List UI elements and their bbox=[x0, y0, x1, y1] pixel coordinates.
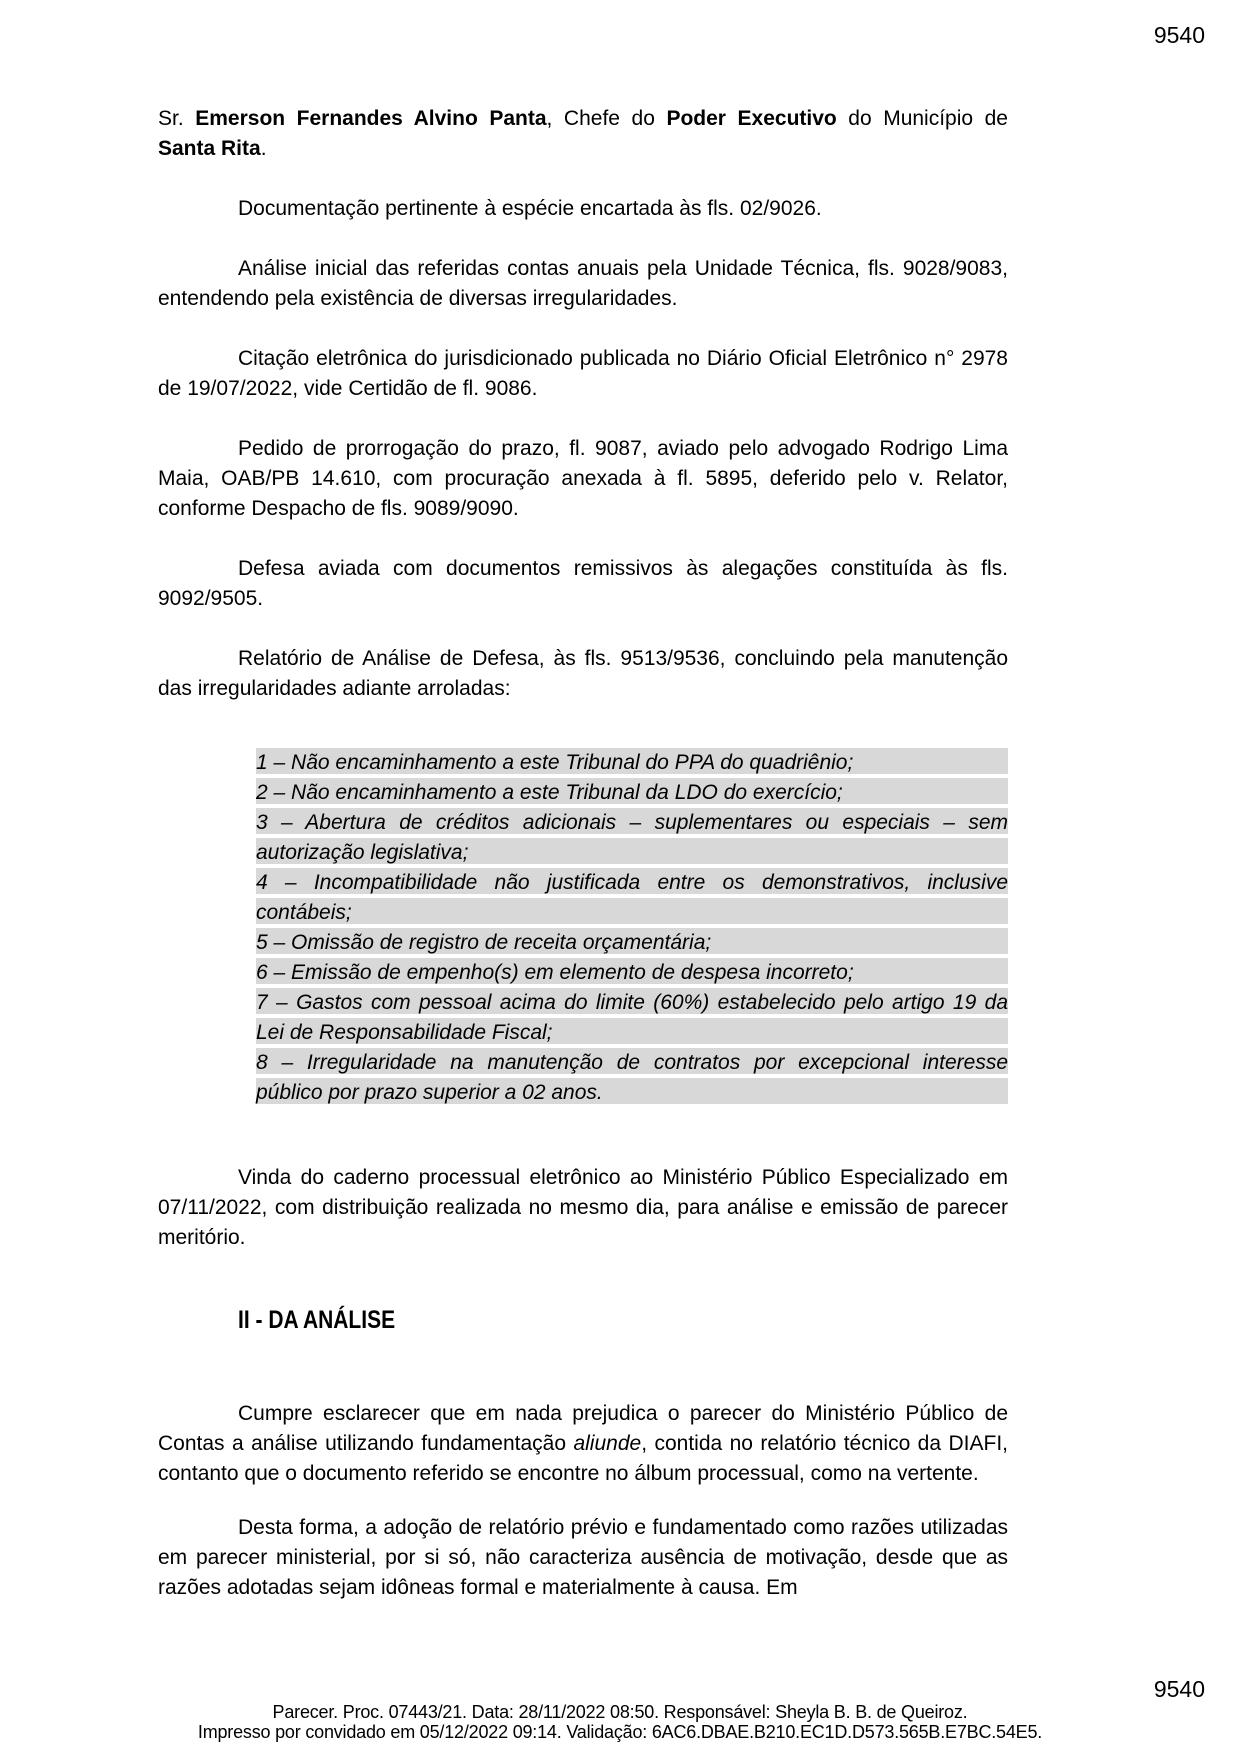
section-heading-text: II - DA ANÁLISE bbox=[238, 1306, 396, 1334]
latin-term: aliunde bbox=[573, 1432, 642, 1455]
document-footer bbox=[0, 1702, 1240, 1742]
paragraph-pedido-prorrogacao: Pedido de prorrogação do prazo, fl. 9087, aviado pelo advogado Rodrigo Lima Maia, OAB/PB 14.610, com procuração anexada à fl. 5895, deferido pelo v. Relator, conforme Despacho de fls. 9089/9090. bbox=[158, 437, 1008, 520]
text-run: . bbox=[260, 137, 267, 160]
person-name: Emerson Fernandes Alvino Panta bbox=[195, 107, 547, 130]
irregularity-item-4: 4 – Incompatibilidade não justificada entre os demonstrativos, inclusive contábeis; bbox=[256, 871, 1008, 924]
footer-line-validacao: Impresso por convidado em 05/12/2022 09:14. Validação: 6AC6.DBAE.B210.EC1D.D573.565B.E7BC.54E5. bbox=[197, 1722, 1043, 1742]
page-number-bottom: 9540 bbox=[1153, 1676, 1205, 1702]
municipality-name: Santa Rita bbox=[158, 137, 261, 160]
paragraph-vinda-caderno: Vinda do caderno processual eletrônico ao Ministério Público Especializado em 07/11/2022, com distribuição realizada no mesmo dia, para análise e emissão de parecer meritório. bbox=[158, 1166, 1008, 1249]
irregularity-item-1: 1 – Não encaminhamento a este Tribunal do PPA do quadriênio; bbox=[256, 751, 854, 774]
section-heading-da-analise bbox=[238, 1305, 1008, 1337]
irregularities-blockquote bbox=[256, 748, 1008, 1108]
paragraph-analise-inicial: Análise inicial das referidas contas anuais pela Unidade Técnica, fls. 9028/9083, entendendo pela existência de diversas irregularidades. bbox=[158, 257, 1008, 310]
text-run: Cumpre esclarecer que em nada prejudica o parecer do Ministério Público de Contas a análise utilizando fundamentação bbox=[158, 1402, 1008, 1455]
paragraph-addressee bbox=[158, 104, 1008, 164]
irregularity-item-7: 7 – Gastos com pessoal acima do limite (60%) estabelecido pelo artigo 19 da Lei de Responsabilidade Fiscal; bbox=[256, 991, 1008, 1044]
irregularity-item-3: 3 – Abertura de créditos adicionais – suplementares ou especiais – sem autorização legislativa; bbox=[256, 811, 1008, 864]
paragraph-relatorio-analise: Relatório de Análise de Defesa, às fls. 9513/9536, concluindo pela manutenção das irregularidades adiante arroladas: bbox=[158, 647, 1008, 700]
text-run: , Chefe do bbox=[546, 107, 667, 130]
paragraph-cumpre-esclarecer bbox=[158, 1399, 1008, 1489]
office-name: Poder Executivo bbox=[666, 107, 837, 130]
irregularity-item-5: 5 – Omissão de registro de receita orçamentária; bbox=[256, 931, 712, 954]
text-run: do Município de bbox=[836, 107, 1008, 130]
paragraph-defesa: Defesa aviada com documentos remissivos às alegações constituída às fls. 9092/9505. bbox=[158, 557, 1008, 610]
paragraph-documentacao: Documentação pertinente à espécie encartada às fls. 02/9026. bbox=[238, 197, 822, 220]
document-body bbox=[158, 0, 1008, 1603]
footer-line-parecer: Parecer. Proc. 07443/21. Data: 28/11/2022 08:50. Responsável: Sheyla B. B. de Queiroz. bbox=[272, 1702, 968, 1722]
page-number-top: 9540 bbox=[1153, 22, 1205, 48]
paragraph-desta-forma: Desta forma, a adoção de relatório prévio e fundamentado como razões utilizadas em parecer ministerial, por si só, não caracteriza ausência de motivação, desde que as razões adotadas sejam idôneas formal e materialmente à causa. Em bbox=[158, 1516, 1008, 1599]
text-run: , contida no relatório técnico da DIAFI, contanto que o documento referido se encontre no álbum processual, como na vertente. bbox=[158, 1432, 1008, 1485]
irregularity-item-8: 8 – Irregularidade na manutenção de contratos por excepcional interesse público por prazo superior a 02 anos. bbox=[256, 1051, 1008, 1104]
text-run: Sr. bbox=[158, 107, 196, 130]
paragraph-citacao: Citação eletrônica do jurisdicionado publicada no Diário Oficial Eletrônico n° 2978 de 19/07/2022, vide Certidão de fl. 9086. bbox=[158, 347, 1008, 400]
irregularity-item-2: 2 – Não encaminhamento a este Tribunal da LDO do exercício; bbox=[256, 781, 843, 804]
irregularity-item-6: 6 – Emissão de empenho(s) em elemento de despesa incorreto; bbox=[256, 961, 854, 984]
